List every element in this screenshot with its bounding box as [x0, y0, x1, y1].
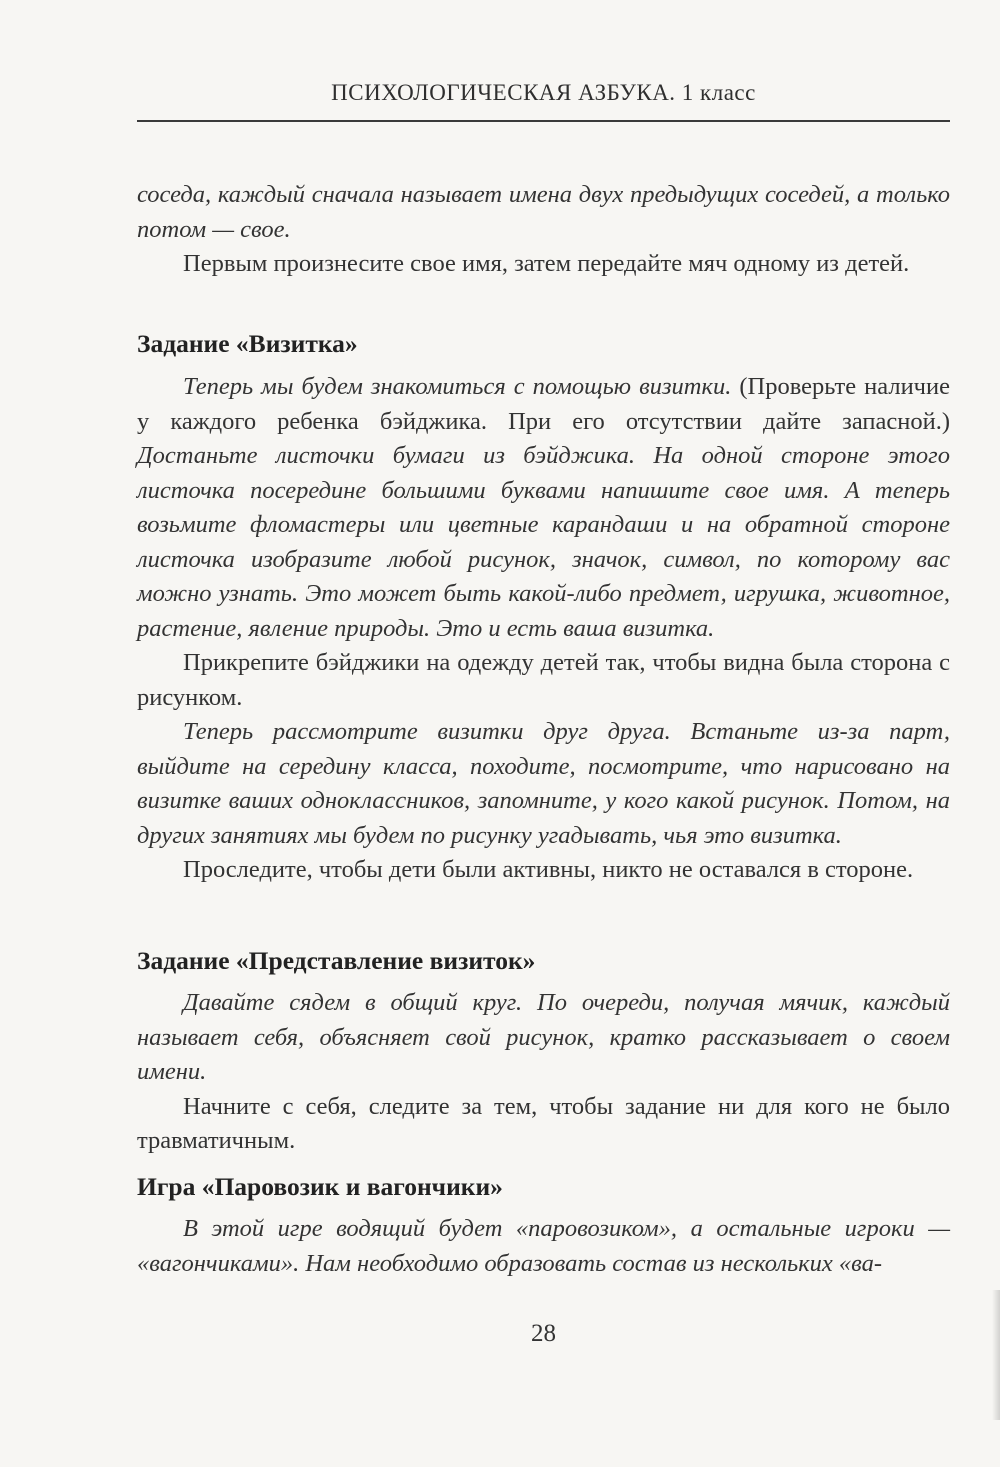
- predstavlenie-block: [137, 986, 950, 1159]
- vizitka-paragraph-3: Теперь рассмотрите визитки друг друга. Встаньте из-за парт, выйдите на середину класса, походите, посмотрите, что нарисовано на визитке ваших одноклассников, запомните, у кого какой рисунок. Потом, на других занятиях мы будем по рисунку угадывать, чья это визитка.: [137, 718, 950, 849]
- intro-block: [137, 178, 950, 282]
- vizitka-p1-italic-a: Теперь мы будем знакомиться с помощью визитки.: [183, 373, 732, 400]
- header-rule: [137, 120, 950, 122]
- page-edge-shadow: [992, 1290, 1000, 1420]
- vizitka-paragraph-2: Прикрепите бэйджики на одежду детей так, чтобы видна была сторона с рисунком.: [137, 649, 950, 711]
- running-header: ПСИХОЛОГИЧЕСКАЯ АЗБУКА. 1 класс: [331, 80, 756, 105]
- parovozik-paragraph-1: В этой игре водящий будет «паровозиком», а остальные игроки — «вагончиками». Нам необходимо образовать состав из нескольких «ва-: [137, 1215, 950, 1277]
- parovozik-block: [137, 1212, 950, 1281]
- predstavlenie-paragraph-2: Начните с себя, следите за тем, чтобы задание ни для кого не было травматичным.: [137, 1092, 950, 1154]
- predstavlenie-paragraph-1: Давайте сядем в общий круг. По очереди, получая мячик, каждый называет себя, объясняет свой рисунок, кратко рассказывает о своем имени.: [137, 989, 950, 1085]
- intro-instruction-paragraph: Первым произнесите свое имя, затем передайте мяч одному из детей.: [183, 250, 910, 277]
- vizitka-p1-italic-b: Достаньте листочки бумаги из бэйджика. На одной стороне этого листочка посередине большими буквами напишите свое имя. А теперь возьмите фломастеры или цветные карандаши и на обратной стороне листочка изобразите любой рисунок, значок, символ, по которому вас можно узнать. Это может быть какой-либо предмет, игрушка, животное, растение, явление природы. Это и есть ваша визитка.: [137, 442, 950, 642]
- vizitka-paragraph-4: Проследите, чтобы дети были активны, никто не оставался в стороне.: [183, 856, 914, 883]
- vizitka-block: [137, 370, 950, 888]
- vizitka-paragraph-1: [137, 370, 950, 646]
- intro-italic-paragraph: соседа, каждый сначала называет имена двух предыдущих соседей, а только потом — свое.: [137, 181, 950, 243]
- heading-vizitka: Задание «Визитка»: [137, 329, 358, 358]
- heading-parovozik: Игра «Паровозик и вагончики»: [137, 1172, 503, 1201]
- heading-predstavlenie: Задание «Представление визиток»: [137, 946, 536, 975]
- vizitka-p1-regular: (Проверьте наличие у каждого ребенка бэйджика. При его отсутствии дайте запасной.): [137, 373, 950, 435]
- page-number: 28: [531, 1320, 556, 1347]
